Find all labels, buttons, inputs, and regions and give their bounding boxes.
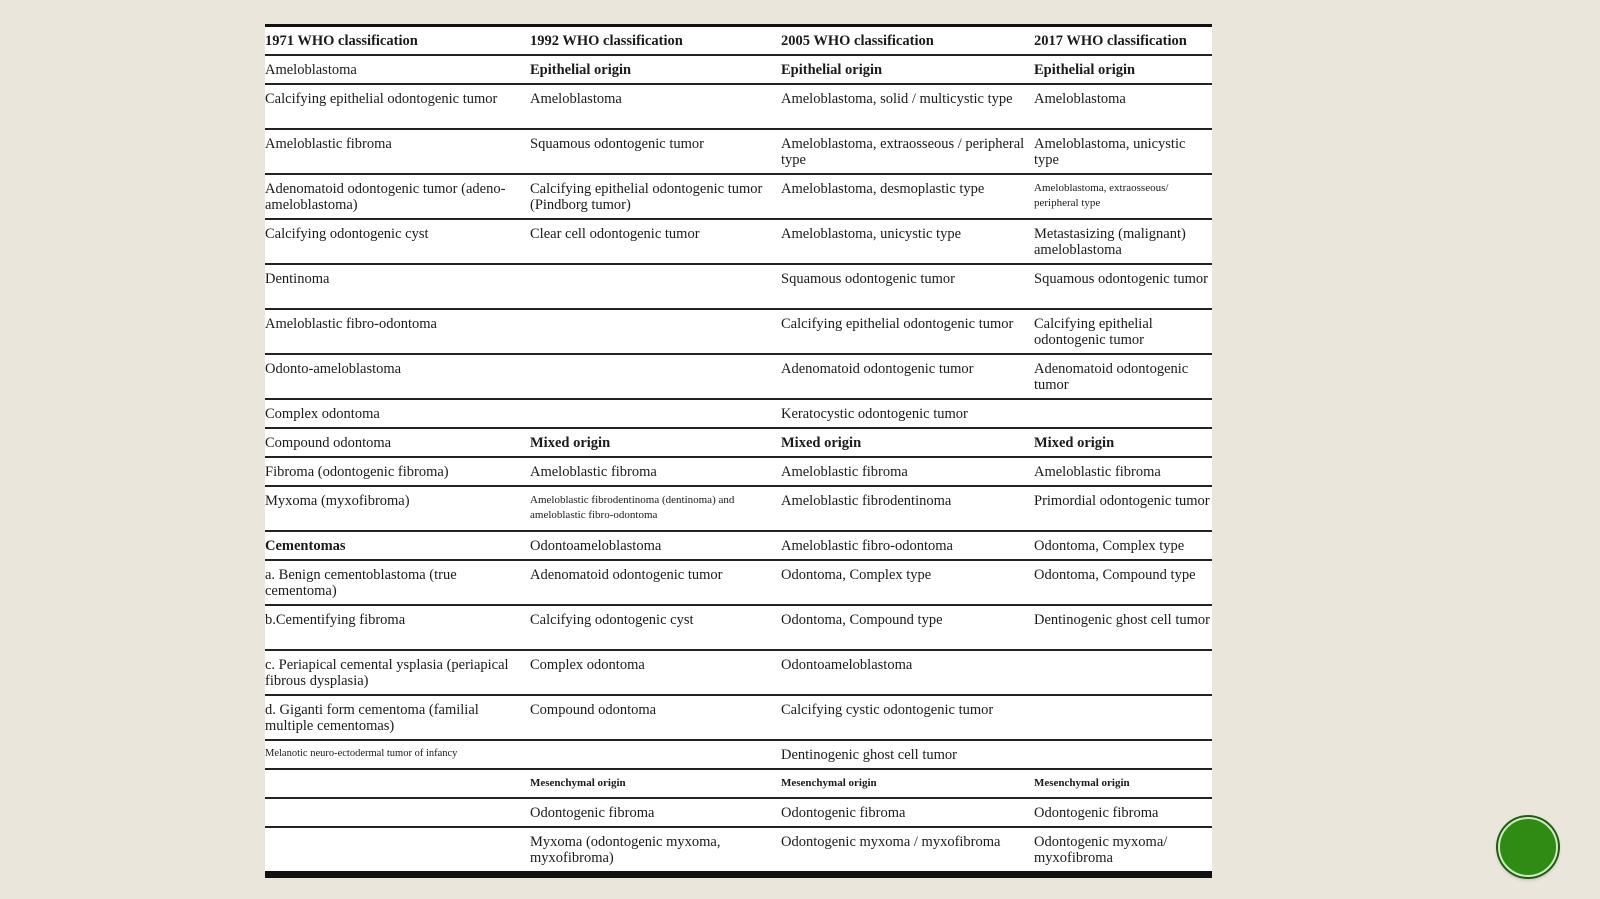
table-cell: Odontogenic fibroma bbox=[530, 805, 655, 821]
table-cell: Ameloblastoma bbox=[265, 62, 357, 78]
table-cell: c. Periapical cemental ysplasia (periapical fibrous dysplasia) bbox=[265, 657, 509, 689]
table-row bbox=[265, 487, 1212, 532]
table-cell: Adenomatoid odontogenic tumor bbox=[530, 567, 723, 583]
table-cell bbox=[530, 265, 781, 308]
table-cell: Dentinoma bbox=[265, 271, 330, 287]
table-cell: Primordial odontogenic tumor bbox=[1034, 493, 1210, 509]
table-row bbox=[265, 85, 1212, 130]
table-cell: Epithelial origin bbox=[1034, 62, 1136, 78]
table-row bbox=[265, 175, 1212, 220]
table-cell bbox=[265, 799, 530, 826]
table-cell: Clear cell odontogenic tumor bbox=[530, 226, 700, 242]
table-cell: Ameloblastic fibroma bbox=[265, 136, 392, 152]
table-cell: Ameloblastic fibroma bbox=[1034, 464, 1161, 480]
table-row bbox=[265, 561, 1212, 606]
table-row bbox=[265, 770, 1212, 799]
table-cell bbox=[1034, 741, 1212, 768]
table-cell: Ameloblastic fibroma bbox=[530, 464, 657, 480]
table-cell: Odontoma, Compound type bbox=[781, 612, 943, 628]
table-cell: Adenomatoid odontogenic tumor bbox=[781, 361, 974, 377]
table-cell: Compound odontoma bbox=[530, 702, 657, 718]
table-row bbox=[265, 651, 1212, 696]
table-cell: Ameloblastoma, desmoplastic type bbox=[781, 181, 985, 197]
table-row bbox=[265, 265, 1212, 310]
table-row bbox=[265, 696, 1212, 741]
table-cell: Fibroma (odontogenic fibroma) bbox=[265, 464, 449, 480]
table-cell: Ameloblastic fibroma bbox=[781, 464, 908, 480]
table-cell: Mesenchymal origin bbox=[530, 777, 626, 789]
table-cell: Complex odontoma bbox=[530, 657, 645, 673]
table-cell: Ameloblastoma, unicystic type bbox=[781, 226, 962, 242]
table-cell: Odontoma, Compound type bbox=[1034, 567, 1196, 583]
table-cell: Calcifying cystic odontogenic tumor bbox=[781, 702, 994, 718]
table-cell: Squamous odontogenic tumor bbox=[530, 136, 704, 152]
table-cell bbox=[265, 828, 530, 871]
table-cell: Mixed origin bbox=[1034, 435, 1115, 451]
table-cell: Ameloblastic fibrodentinoma bbox=[781, 493, 952, 509]
table-cell: Ameloblastoma, unicystic type bbox=[1034, 136, 1186, 168]
table-cell: Ameloblastoma bbox=[1034, 91, 1126, 107]
table-row bbox=[265, 220, 1212, 265]
table-cell: Dentinogenic ghost cell tumor bbox=[781, 747, 957, 763]
table-cell: Mixed origin bbox=[530, 435, 611, 451]
table-cell: Ameloblastic fibro-odontoma bbox=[781, 538, 953, 554]
table-cell bbox=[1034, 400, 1212, 427]
table-cell: Odonto-ameloblastoma bbox=[265, 361, 402, 377]
table-row bbox=[265, 310, 1212, 355]
table-row bbox=[265, 400, 1212, 429]
table-row bbox=[265, 130, 1212, 175]
table-cell bbox=[1034, 696, 1212, 739]
table-cell: Mesenchymal origin bbox=[1034, 777, 1130, 789]
table-cell: Calcifying epithelial odontogenic tumor bbox=[265, 91, 498, 107]
table-header-row bbox=[265, 27, 1212, 56]
table-cell: Calcifying odontogenic cyst bbox=[265, 226, 429, 242]
table-cell: Myxoma (odontogenic myxoma, myxofibroma) bbox=[530, 834, 721, 866]
table-cell: Ameloblastoma, extraosseous/ peripheral type bbox=[1034, 182, 1169, 209]
table-cell: d. Giganti form cementoma (familial multiple cementomas) bbox=[265, 702, 479, 734]
table-cell: Ameloblastoma bbox=[530, 91, 622, 107]
table-cell bbox=[530, 400, 781, 427]
table-cell: Complex odontoma bbox=[265, 406, 380, 422]
table-cell: Dentinogenic ghost cell tumor bbox=[1034, 612, 1210, 628]
table-cell: Cementomas bbox=[265, 538, 346, 554]
table-row bbox=[265, 56, 1212, 85]
table-cell bbox=[530, 310, 781, 353]
table-cell: Mesenchymal origin bbox=[781, 777, 877, 789]
table-cell: Calcifying epithelial odontogenic tumor bbox=[1034, 316, 1153, 348]
table-cell: Odontoma, Complex type bbox=[781, 567, 932, 583]
table-cell bbox=[530, 741, 781, 768]
table-cell: Melanotic neuro-ectodermal tumor of infancy bbox=[265, 748, 458, 759]
table-row bbox=[265, 741, 1212, 770]
table-cell: Ameloblastic fibro-odontoma bbox=[265, 316, 437, 332]
table-cell: Compound odontoma bbox=[265, 435, 392, 451]
next-slide-button[interactable] bbox=[1498, 817, 1558, 877]
table-body bbox=[265, 56, 1212, 871]
table-cell: Squamous odontogenic tumor bbox=[781, 271, 955, 287]
table-cell bbox=[530, 355, 781, 398]
table-cell: Odontogenic myxoma / myxofibroma bbox=[781, 834, 1001, 850]
table-cell: Adenomatoid odontogenic tumor (adeno-ameloblastoma) bbox=[265, 181, 506, 213]
header-cell-1971: 1971 WHO classification bbox=[265, 33, 418, 49]
table-cell: Mixed origin bbox=[781, 435, 862, 451]
table-cell: b.Cementifying fibroma bbox=[265, 612, 406, 628]
header-cell-1992: 1992 WHO classification bbox=[530, 33, 683, 49]
table-cell: Odontoma, Complex type bbox=[1034, 538, 1185, 554]
table-cell: Odontoameloblastoma bbox=[530, 538, 662, 554]
table-cell bbox=[265, 770, 530, 797]
table-row bbox=[265, 355, 1212, 400]
table-cell: Epithelial origin bbox=[781, 62, 883, 78]
table-cell: Metastasizing (malignant) ameloblastoma bbox=[1034, 226, 1186, 258]
table-row bbox=[265, 532, 1212, 561]
table-cell: Ameloblastoma, solid / multicystic type bbox=[781, 91, 1013, 107]
table-cell: Adenomatoid odontogenic tumor bbox=[1034, 361, 1189, 393]
table-cell: Squamous odontogenic tumor bbox=[1034, 271, 1208, 287]
table-row bbox=[265, 458, 1212, 487]
table-cell bbox=[1034, 651, 1212, 694]
table-row bbox=[265, 606, 1212, 651]
table-row bbox=[265, 799, 1212, 828]
table-cell: Odontogenic myxoma/ myxofibroma bbox=[1034, 834, 1168, 866]
header-cell-2005: 2005 WHO classification bbox=[781, 33, 934, 49]
table-cell: Calcifying odontogenic cyst bbox=[530, 612, 694, 628]
table-cell: Calcifying epithelial odontogenic tumor (Pindborg tumor) bbox=[530, 181, 763, 213]
table-cell: Ameloblastic fibrodentinoma (dentinoma) and ameloblastic fibro-odontoma bbox=[530, 494, 735, 521]
table-cell: Odontogenic fibroma bbox=[1034, 805, 1159, 821]
header-cell-2017: 2017 WHO classification bbox=[1034, 33, 1187, 49]
table-cell: Ameloblastoma, extraosseous / peripheral type bbox=[781, 136, 1025, 168]
who-classification-table bbox=[265, 24, 1212, 878]
table-cell: Keratocystic odontogenic tumor bbox=[781, 406, 968, 422]
table-row bbox=[265, 828, 1212, 871]
table-cell: a. Benign cementoblastoma (true cementoma) bbox=[265, 567, 457, 599]
table-cell: Odontoameloblastoma bbox=[781, 657, 913, 673]
table-cell: Epithelial origin bbox=[530, 62, 632, 78]
table-cell: Myxoma (myxofibroma) bbox=[265, 493, 410, 509]
table-cell: Odontogenic fibroma bbox=[781, 805, 906, 821]
table-cell: Calcifying epithelial odontogenic tumor bbox=[781, 316, 1014, 332]
table-row bbox=[265, 429, 1212, 458]
